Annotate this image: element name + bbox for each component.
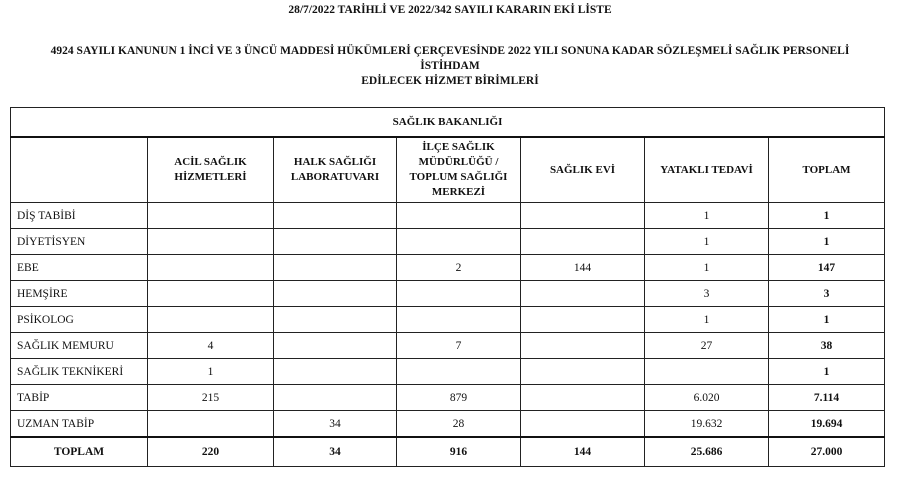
column-header-line: TOPLUM SAĞLIĞI: [409, 171, 508, 183]
row-label: EBE: [11, 255, 148, 281]
table-row: [11, 229, 885, 255]
table-cell: 2: [397, 255, 521, 281]
row-label: DİYETİSYEN: [11, 229, 148, 255]
table-cell: 1: [645, 203, 769, 229]
totals-cell: 220: [148, 437, 274, 467]
table-row: [11, 333, 885, 359]
row-total-cell: 1: [769, 307, 885, 333]
totals-cell: 25.686: [645, 437, 769, 467]
totals-row: [11, 437, 885, 467]
column-header-line: HİZMETLERİ: [174, 171, 247, 183]
row-label: UZMAN TABİP: [11, 411, 148, 438]
table-cell: [148, 411, 274, 438]
table-cell: [274, 359, 397, 385]
column-header: [274, 137, 397, 203]
column-header-line: TOPLAM: [802, 163, 851, 176]
table-cell: [521, 307, 645, 333]
column-header-line: HALK SAĞLIĞI: [293, 156, 377, 168]
document-title: 28/7/2022 TARİHLİ VE 2022/342 SAYILI KARARIN EKİ LİSTE: [288, 4, 612, 16]
table-cell: 28: [397, 411, 521, 438]
table-cell: [274, 255, 397, 281]
table-cell: [148, 229, 274, 255]
table-cell: 34: [274, 411, 397, 438]
subtitle-line-2: EDİLECEK HİZMET BİRİMLERİ: [361, 75, 539, 87]
table-cell: 4: [148, 333, 274, 359]
totals-cell: 27.000: [769, 437, 885, 467]
row-total-cell: 3: [769, 281, 885, 307]
table-row: [11, 281, 885, 307]
totals-cell: 34: [274, 437, 397, 467]
row-label: PSİKOLOG: [11, 307, 148, 333]
row-label: HEMŞİRE: [11, 281, 148, 307]
subtitle-line-1: 4924 SAYILI KANUNUN 1 İNCİ VE 3 ÜNCÜ MADDESİ HÜKÜMLERİ ÇERÇEVESİNDE 2022 YILI SONUNA KADAR SÖZLEŞMELİ SAĞLIK PERSONELİ İSTİHDAM: [50, 45, 850, 72]
row-total-cell: 38: [769, 333, 885, 359]
column-header-line: İLÇE SAĞLIK: [422, 141, 495, 153]
table-cell: [274, 333, 397, 359]
table-cell: [148, 255, 274, 281]
table-cell: [397, 229, 521, 255]
table-cell: 19.632: [645, 411, 769, 438]
table-cell: [148, 281, 274, 307]
table-cell: [521, 385, 645, 411]
table-cell: 1: [645, 229, 769, 255]
table-cell: 144: [521, 255, 645, 281]
row-total-cell: 1: [769, 203, 885, 229]
table-cell: [521, 359, 645, 385]
table-cell: 6.020: [645, 385, 769, 411]
table-row: [11, 307, 885, 333]
column-header: [521, 137, 645, 203]
table-cell: 1: [645, 307, 769, 333]
table-cell: [521, 333, 645, 359]
row-label: SAĞLIK TEKNİKERİ: [11, 359, 148, 385]
totals-cell: 916: [397, 437, 521, 467]
row-total-cell: 7.114: [769, 385, 885, 411]
column-header-line: YATAKLI TEDAVİ: [660, 163, 753, 176]
row-label-header: [11, 137, 148, 203]
row-total-cell: 147: [769, 255, 885, 281]
row-total-cell: 19.694: [769, 411, 885, 438]
row-total-cell: 1: [769, 229, 885, 255]
table-cell: 1: [645, 255, 769, 281]
table-cell: [521, 203, 645, 229]
row-label: TABİP: [11, 385, 148, 411]
column-header-line: ACİL SAĞLIK: [174, 156, 247, 168]
table-cell: 27: [645, 333, 769, 359]
totals-label: TOPLAM: [11, 437, 148, 467]
table-cell: [521, 281, 645, 307]
document-subtitle: [20, 44, 880, 89]
row-label: SAĞLIK MEMURU: [11, 333, 148, 359]
table-cell: [397, 281, 521, 307]
table-row: [11, 203, 885, 229]
table-cell: [274, 281, 397, 307]
column-header-line: SAĞLIK EVİ: [549, 163, 616, 176]
row-label: DİŞ TABİBİ: [11, 203, 148, 229]
column-header: [645, 137, 769, 203]
column-header: [148, 137, 274, 203]
table-cell: 879: [397, 385, 521, 411]
table-cell: [148, 307, 274, 333]
table-cell: 215: [148, 385, 274, 411]
table-row: [11, 359, 885, 385]
column-header-line: MERKEZİ: [431, 186, 486, 198]
table-row: [11, 411, 885, 438]
table-cell: [397, 307, 521, 333]
column-header-line: LABORATUVARI: [290, 171, 380, 183]
personnel-table: [10, 107, 885, 467]
table-cell: [521, 411, 645, 438]
table-cell: 3: [645, 281, 769, 307]
table-cell: [274, 385, 397, 411]
table-cell: [397, 203, 521, 229]
table-cell: [274, 203, 397, 229]
table-cell: 1: [148, 359, 274, 385]
row-total-cell: 1: [769, 359, 885, 385]
table-cell: [274, 307, 397, 333]
column-header: [769, 137, 885, 203]
totals-cell: 144: [521, 437, 645, 467]
table-cell: [274, 229, 397, 255]
table-cell: [521, 229, 645, 255]
ministry-header: SAĞLIK BAKANLIĞI: [11, 108, 885, 138]
column-header-row: [11, 137, 885, 203]
table-cell: [645, 359, 769, 385]
table-row: [11, 255, 885, 281]
column-header-line: MÜDÜRLÜĞÜ /: [418, 156, 499, 168]
table-cell: [148, 203, 274, 229]
table-cell: [397, 359, 521, 385]
column-header: [397, 137, 521, 203]
table-cell: 7: [397, 333, 521, 359]
table-row: [11, 385, 885, 411]
